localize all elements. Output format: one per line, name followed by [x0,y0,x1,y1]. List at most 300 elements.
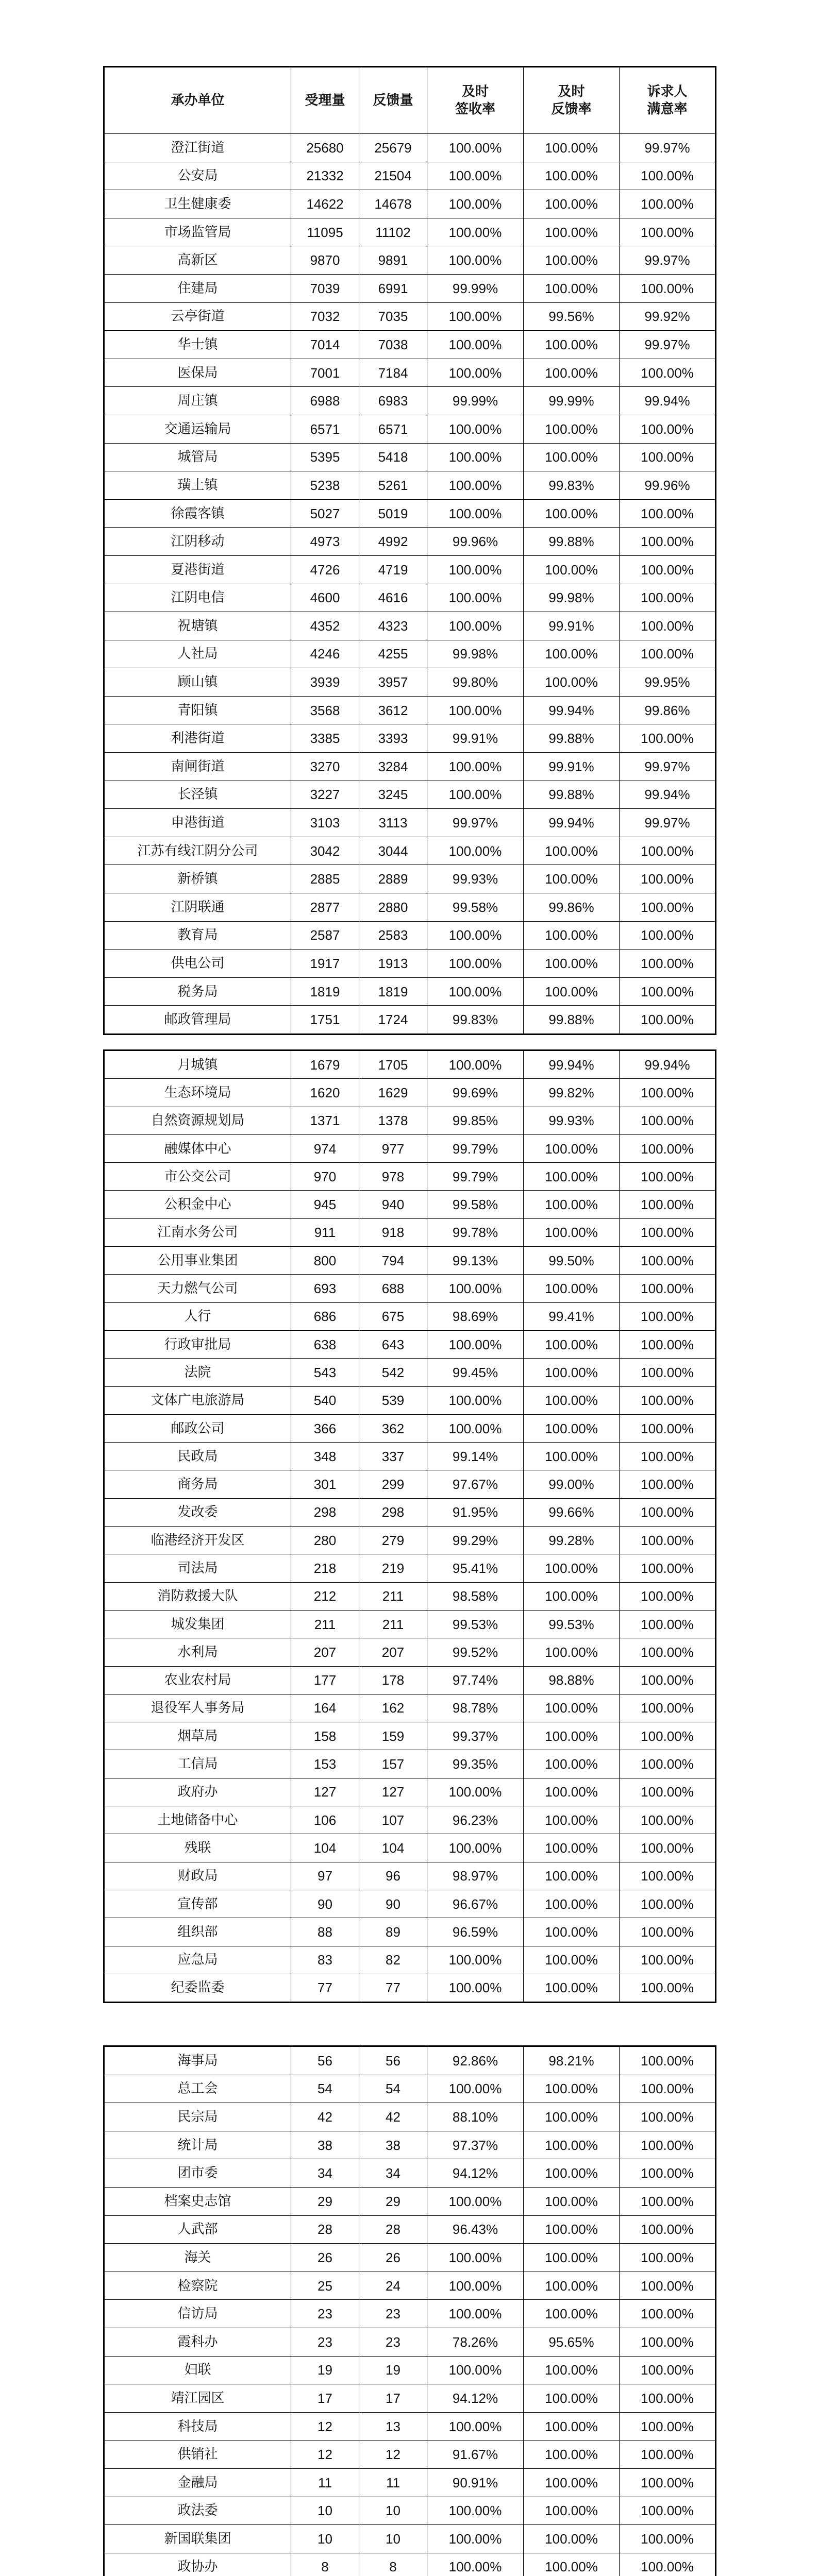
cell-feedback: 2583 [359,921,427,950]
cell-satisfaction: 100.00% [620,1946,716,1974]
cell-feedback-rate: 100.00% [524,1275,620,1302]
cell-feedback-rate: 99.41% [524,1302,620,1330]
cell-accepted: 543 [291,1359,359,1386]
cell-sign-rate: 78.26% [427,2328,524,2356]
cell-feedback-rate: 99.93% [524,1107,620,1134]
cell-feedback: 539 [359,1386,427,1414]
cell-unit: 工信局 [104,1750,291,1778]
cell-feedback-rate: 100.00% [524,274,620,302]
cell-sign-rate: 100.00% [427,190,524,218]
cell-sign-rate: 99.97% [427,809,524,837]
cell-sign-rate: 100.00% [427,921,524,950]
table-row [104,584,716,612]
cell-feedback: 13 [359,2412,427,2441]
cell-unit: 海事局 [104,2046,291,2075]
cell-accepted: 1917 [291,950,359,978]
cell-accepted: 3939 [291,668,359,697]
cell-accepted: 4352 [291,612,359,640]
cell-feedback: 4323 [359,612,427,640]
cell-unit: 海关 [104,2244,291,2272]
header-sign-rate [427,67,524,134]
header-sign-rate-text: 及时 签收率 [455,84,495,117]
cell-sign-rate: 99.85% [427,1107,524,1134]
cell-feedback-rate: 99.91% [524,753,620,781]
cell-sign-rate: 100.00% [427,1386,524,1414]
cell-unit: 政府办 [104,1778,291,1806]
cell-sign-rate: 99.78% [427,1218,524,1246]
cell-satisfaction: 99.96% [620,471,716,500]
cell-sign-rate: 96.59% [427,1918,524,1946]
cell-unit: 档案史志馆 [104,2187,291,2215]
cell-accepted: 911 [291,1218,359,1246]
cell-sign-rate: 100.00% [427,1778,524,1806]
table-row [104,1275,716,1302]
table-row [104,1302,716,1330]
cell-sign-rate: 100.00% [427,2525,524,2553]
cell-satisfaction: 100.00% [620,893,716,922]
cell-feedback: 107 [359,1806,427,1834]
cell-unit: 检察院 [104,2272,291,2300]
cell-feedback: 918 [359,1218,427,1246]
cell-unit: 退役军人事务局 [104,1694,291,1722]
cell-sign-rate: 100.00% [427,837,524,865]
cell-unit: 江苏有线江阴分公司 [104,837,291,865]
cell-unit: 澄江街道 [104,134,291,162]
table-row [104,1247,716,1275]
cell-satisfaction: 100.00% [620,1806,716,1834]
cell-satisfaction: 100.00% [620,2272,716,2300]
cell-feedback: 77 [359,1974,427,2002]
table-row [104,2441,716,2469]
cell-unit: 新桥镇 [104,865,291,893]
cell-feedback: 3245 [359,781,427,809]
table-row [104,1722,716,1750]
cell-accepted: 1751 [291,1006,359,1035]
cell-accepted: 54 [291,2075,359,2103]
cell-sign-rate: 100.00% [427,2272,524,2300]
cell-accepted: 12 [291,2412,359,2441]
cell-feedback: 4255 [359,640,427,668]
cell-feedback-rate: 100.00% [524,499,620,528]
cell-feedback: 977 [359,1134,427,1162]
cell-feedback: 34 [359,2159,427,2188]
cell-accepted: 153 [291,1750,359,1778]
cell-satisfaction: 100.00% [620,2159,716,2188]
cell-accepted: 23 [291,2300,359,2328]
cell-sign-rate: 99.58% [427,1191,524,1218]
cell-unit: 交通运输局 [104,415,291,443]
cell-satisfaction: 99.94% [620,387,716,415]
cell-feedback: 4616 [359,584,427,612]
cell-unit: 人行 [104,1302,291,1330]
table-row [104,2075,716,2103]
cell-feedback-rate: 99.53% [524,1610,620,1638]
cell-accepted: 3103 [291,809,359,837]
cell-feedback-rate: 100.00% [524,1694,620,1722]
cell-feedback-rate: 99.82% [524,1079,620,1107]
table-row [104,1079,716,1107]
table-row [104,1443,716,1470]
cell-unit: 市公交公司 [104,1163,291,1191]
cell-accepted: 28 [291,2215,359,2244]
cell-satisfaction: 100.00% [620,1666,716,1694]
header-satisfaction-text: 诉求人 满意率 [647,84,688,117]
cell-sign-rate: 100.00% [427,415,524,443]
cell-accepted: 3385 [291,724,359,753]
cell-unit: 宣传部 [104,1890,291,1918]
cell-unit: 商务局 [104,1470,291,1498]
cell-feedback-rate: 100.00% [524,1806,620,1834]
table-row [104,1498,716,1526]
table-row [104,1694,716,1722]
cell-feedback-rate: 100.00% [524,640,620,668]
cell-accepted: 56 [291,2046,359,2075]
cell-sign-rate: 99.69% [427,1079,524,1107]
cell-unit: 团市委 [104,2159,291,2188]
table-row [104,921,716,950]
cell-satisfaction: 100.00% [620,2553,716,2576]
cell-unit: 江阴移动 [104,528,291,556]
cell-feedback-rate: 100.00% [524,1582,620,1610]
table-row [104,443,716,471]
cell-unit: 邮政管理局 [104,1006,291,1035]
table-row [104,724,716,753]
cell-accepted: 2587 [291,921,359,950]
cell-feedback: 643 [359,1330,427,1358]
cell-feedback: 29 [359,2187,427,2215]
cell-feedback: 127 [359,1778,427,1806]
cell-accepted: 14622 [291,190,359,218]
cell-satisfaction: 100.00% [620,1134,716,1162]
cell-sign-rate: 100.00% [427,2553,524,2576]
cell-accepted: 3227 [291,781,359,809]
cell-unit: 文体广电旅游局 [104,1386,291,1414]
table-row [104,865,716,893]
cell-unit: 月城镇 [104,1050,291,1079]
cell-sign-rate: 91.95% [427,1498,524,1526]
cell-accepted: 945 [291,1191,359,1218]
cell-satisfaction: 99.92% [620,302,716,331]
cell-sign-rate: 98.97% [427,1862,524,1890]
table-row [104,190,716,218]
cell-feedback-rate: 100.00% [524,2300,620,2328]
header-feedback-rate [524,67,620,134]
cell-feedback-rate: 100.00% [524,2497,620,2525]
cell-sign-rate: 99.29% [427,1527,524,1554]
cell-satisfaction: 100.00% [620,2131,716,2159]
cell-satisfaction: 100.00% [620,1610,716,1638]
cell-sign-rate: 96.43% [427,2215,524,2244]
cell-unit: 南闸街道 [104,753,291,781]
cell-feedback-rate: 99.66% [524,1498,620,1526]
cell-feedback-rate: 99.28% [524,1527,620,1554]
cell-satisfaction: 100.00% [620,837,716,865]
cell-unit: 发改委 [104,1498,291,1526]
cell-feedback: 940 [359,1191,427,1218]
cell-feedback-rate: 100.00% [524,443,620,471]
cell-unit: 融媒体中心 [104,1134,291,1162]
cell-accepted: 25680 [291,134,359,162]
header-feedback-rate-text: 及时 反馈率 [551,84,592,117]
cell-feedback-rate: 100.00% [524,1134,620,1162]
cell-accepted: 6571 [291,415,359,443]
cell-sign-rate: 100.00% [427,302,524,331]
cell-sign-rate: 100.00% [427,1974,524,2002]
cell-sign-rate: 99.83% [427,1006,524,1035]
cell-feedback-rate: 100.00% [524,977,620,1006]
table-row [104,781,716,809]
cell-satisfaction: 100.00% [620,950,716,978]
cell-feedback-rate: 100.00% [524,2244,620,2272]
cell-sign-rate: 99.52% [427,1638,524,1666]
table-row [104,1890,716,1918]
cell-feedback: 794 [359,1247,427,1275]
cell-satisfaction: 100.00% [620,1638,716,1666]
cell-sign-rate: 90.91% [427,2468,524,2497]
cell-feedback-rate: 100.00% [524,218,620,246]
cell-sign-rate: 99.45% [427,1359,524,1386]
cell-satisfaction: 100.00% [620,612,716,640]
cell-unit: 土地储备中心 [104,1806,291,1834]
cell-feedback: 5019 [359,499,427,528]
cell-feedback: 978 [359,1163,427,1191]
cell-unit: 教育局 [104,921,291,950]
cell-accepted: 4246 [291,640,359,668]
cell-unit: 生态环境局 [104,1079,291,1107]
cell-sign-rate: 100.00% [427,555,524,584]
cell-accepted: 11095 [291,218,359,246]
cell-feedback: 7184 [359,359,427,387]
cell-accepted: 800 [291,1247,359,1275]
table-row [104,2131,716,2159]
report-table-part-3 [103,2045,716,2576]
cell-unit: 新国联集团 [104,2525,291,2553]
cell-satisfaction: 100.00% [620,640,716,668]
cell-feedback-rate: 99.56% [524,302,620,331]
cell-satisfaction: 100.00% [620,415,716,443]
table-row [104,1582,716,1610]
cell-sign-rate: 100.00% [427,2075,524,2103]
cell-unit: 行政审批局 [104,1330,291,1358]
cell-unit: 城管局 [104,443,291,471]
cell-satisfaction: 100.00% [620,1330,716,1358]
cell-sign-rate: 94.12% [427,2159,524,2188]
cell-satisfaction: 99.97% [620,134,716,162]
cell-feedback-rate: 100.00% [524,2159,620,2188]
cell-unit: 公安局 [104,162,291,190]
cell-feedback-rate: 100.00% [524,2215,620,2244]
cell-accepted: 366 [291,1414,359,1442]
cell-feedback-rate: 100.00% [524,2187,620,2215]
table-row [104,246,716,275]
cell-accepted: 970 [291,1163,359,1191]
cell-accepted: 10 [291,2497,359,2525]
cell-feedback: 3957 [359,668,427,697]
cell-sign-rate: 91.67% [427,2441,524,2469]
table-row [104,753,716,781]
cell-satisfaction: 100.00% [620,2244,716,2272]
cell-accepted: 212 [291,1582,359,1610]
table-row [104,218,716,246]
cell-accepted: 348 [291,1443,359,1470]
cell-sign-rate: 100.00% [427,2300,524,2328]
header-unit: 承办单位 [104,67,291,134]
cell-feedback-rate: 100.00% [524,162,620,190]
table-row [104,2525,716,2553]
table-row [104,696,716,724]
report-table-part-1 [103,66,716,1035]
cell-feedback: 4992 [359,528,427,556]
table-row [104,1750,716,1778]
cell-unit: 青阳镇 [104,696,291,724]
cell-accepted: 207 [291,1638,359,1666]
cell-unit: 法院 [104,1359,291,1386]
cell-satisfaction: 100.00% [620,584,716,612]
cell-accepted: 5238 [291,471,359,500]
cell-satisfaction: 100.00% [620,1359,716,1386]
cell-feedback-rate: 100.00% [524,1890,620,1918]
cell-feedback-rate: 100.00% [524,2441,620,2469]
cell-satisfaction: 99.86% [620,696,716,724]
cell-feedback-rate: 100.00% [524,1918,620,1946]
cell-unit: 江阴电信 [104,584,291,612]
table-row [104,1191,716,1218]
cell-feedback: 299 [359,1470,427,1498]
table-row [104,2468,716,2497]
cell-satisfaction: 100.00% [620,528,716,556]
cell-feedback-rate: 99.88% [524,528,620,556]
cell-feedback: 1913 [359,950,427,978]
cell-sign-rate: 100.00% [427,1414,524,1442]
cell-feedback-rate: 100.00% [524,1386,620,1414]
cell-sign-rate: 98.69% [427,1302,524,1330]
cell-unit: 供销社 [104,2441,291,2469]
cell-unit: 华士镇 [104,331,291,359]
table-row [104,2187,716,2215]
cell-feedback: 3044 [359,837,427,865]
cell-unit: 政法委 [104,2497,291,2525]
cell-satisfaction: 100.00% [620,1918,716,1946]
cell-feedback: 279 [359,1527,427,1554]
cell-unit: 公用事业集团 [104,1247,291,1275]
cell-accepted: 540 [291,1386,359,1414]
cell-satisfaction: 100.00% [620,162,716,190]
cell-feedback: 211 [359,1610,427,1638]
cell-unit: 应急局 [104,1946,291,1974]
table-row [104,1610,716,1638]
table-row [104,1359,716,1386]
table-row [104,1862,716,1890]
cell-unit: 水利局 [104,1638,291,1666]
cell-accepted: 25 [291,2272,359,2300]
cell-feedback: 38 [359,2131,427,2159]
table-row [104,1918,716,1946]
cell-feedback: 28 [359,2215,427,2244]
cell-unit: 组织部 [104,1918,291,1946]
cell-satisfaction: 99.97% [620,753,716,781]
cell-sign-rate: 100.00% [427,1330,524,1358]
cell-sign-rate: 100.00% [427,359,524,387]
cell-accepted: 693 [291,1275,359,1302]
cell-sign-rate: 99.80% [427,668,524,697]
cell-satisfaction: 100.00% [620,1107,716,1134]
cell-feedback-rate: 100.00% [524,2412,620,2441]
cell-accepted: 7014 [291,331,359,359]
cell-feedback-rate: 100.00% [524,1638,620,1666]
cell-accepted: 280 [291,1527,359,1554]
cell-sign-rate: 99.14% [427,1443,524,1470]
cell-feedback: 7035 [359,302,427,331]
cell-feedback: 89 [359,1918,427,1946]
cell-unit: 司法局 [104,1554,291,1582]
table-row [104,2244,716,2272]
cell-feedback: 3113 [359,809,427,837]
cell-sign-rate: 100.00% [427,612,524,640]
cell-accepted: 88 [291,1918,359,1946]
cell-accepted: 10 [291,2525,359,2553]
table-row [104,1806,716,1834]
cell-satisfaction: 100.00% [620,2497,716,2525]
cell-unit: 申港街道 [104,809,291,837]
cell-feedback: 12 [359,2441,427,2469]
cell-sign-rate: 100.00% [427,950,524,978]
cell-feedback-rate: 99.94% [524,696,620,724]
cell-sign-rate: 100.00% [427,1946,524,1974]
table-row [104,1163,716,1191]
cell-satisfaction: 100.00% [620,1470,716,1498]
cell-feedback: 675 [359,1302,427,1330]
cell-unit: 妇联 [104,2356,291,2384]
cell-satisfaction: 99.94% [620,781,716,809]
cell-feedback-rate: 99.98% [524,584,620,612]
table-row [104,893,716,922]
table-row [104,134,716,162]
table-row [104,668,716,697]
cell-feedback: 11 [359,2468,427,2497]
cell-sign-rate: 100.00% [427,1834,524,1862]
cell-satisfaction: 100.00% [620,2441,716,2469]
cell-feedback-rate: 100.00% [524,1554,620,1582]
cell-sign-rate: 99.79% [427,1163,524,1191]
cell-unit: 夏港街道 [104,555,291,584]
cell-feedback: 3284 [359,753,427,781]
table-row [104,1778,716,1806]
cell-feedback-rate: 100.00% [524,1750,620,1778]
cell-feedback: 688 [359,1275,427,1302]
table-row [104,1470,716,1498]
cell-feedback: 8 [359,2553,427,2576]
table-row [104,2215,716,2244]
cell-feedback-rate: 100.00% [524,1330,620,1358]
table-row [104,331,716,359]
cell-accepted: 127 [291,1778,359,1806]
cell-sign-rate: 99.53% [427,1610,524,1638]
cell-accepted: 3042 [291,837,359,865]
cell-satisfaction: 100.00% [620,2075,716,2103]
cell-sign-rate: 100.00% [427,2356,524,2384]
cell-feedback: 104 [359,1834,427,1862]
cell-accepted: 23 [291,2328,359,2356]
cell-feedback-rate: 100.00% [524,1778,620,1806]
cell-accepted: 7001 [291,359,359,387]
cell-satisfaction: 99.97% [620,809,716,837]
cell-satisfaction: 100.00% [620,2215,716,2244]
cell-accepted: 1620 [291,1079,359,1107]
cell-satisfaction: 100.00% [620,190,716,218]
cell-satisfaction: 99.97% [620,331,716,359]
cell-unit: 市场监管局 [104,218,291,246]
cell-feedback: 26 [359,2244,427,2272]
